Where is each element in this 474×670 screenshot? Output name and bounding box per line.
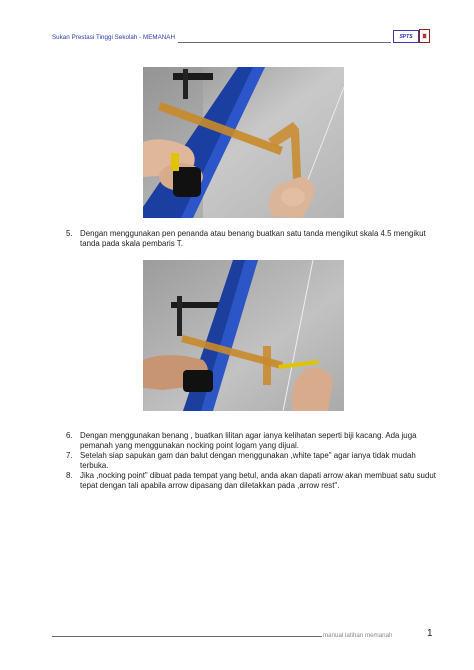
instruction-list-top — [66, 229, 436, 249]
step-number: 7. — [66, 451, 73, 460]
list-item — [66, 471, 436, 491]
list-item — [66, 229, 436, 249]
step-number: 5. — [66, 229, 73, 238]
step-text: Setelah siap sapukan gam dan balut dengan menggunakan ,white tape" agar ianya tidak mudah terbuka. — [80, 451, 416, 470]
step-text: Dengan menggunakan pen penanda atau benang buatkan satu tanda mengikut skala 4.5 mengikut tanda pada skala pembaris T. — [80, 229, 426, 248]
step-number: 6. — [66, 431, 73, 440]
footer-rule — [52, 636, 322, 637]
step-text: Dengan menggunakan benang , buatkan lilitan agar ianya kelihatan seperti biji kacang. Ada juga pemanah yang menggunakan nocking point logam yang dijual. — [80, 431, 417, 450]
instruction-list-bottom — [66, 431, 436, 491]
photo-t-square-measure — [143, 67, 344, 218]
footer-text: manual latihan memanah — [323, 632, 393, 639]
step-number: 8. — [66, 471, 73, 480]
list-item — [66, 431, 436, 451]
list-item — [66, 451, 436, 471]
crest-icon — [419, 29, 430, 43]
photo-marking-string — [143, 260, 344, 411]
spts-logo — [393, 30, 419, 43]
logo-text: SPTS — [399, 33, 413, 40]
header-title: Sukan Prestasi Tinggi Sekolah - MEMANAH — [52, 34, 175, 41]
page-number: 1 — [427, 628, 433, 639]
header-rule — [178, 42, 391, 43]
step-text: Jika ,nocking point" dibuat pada tempat yang betul, anda akan dapati arrow akan membuat satu sudut tepat dengan tali apabila arrow dipasang dan diletakkan pada ,arrow rest". — [80, 471, 436, 490]
